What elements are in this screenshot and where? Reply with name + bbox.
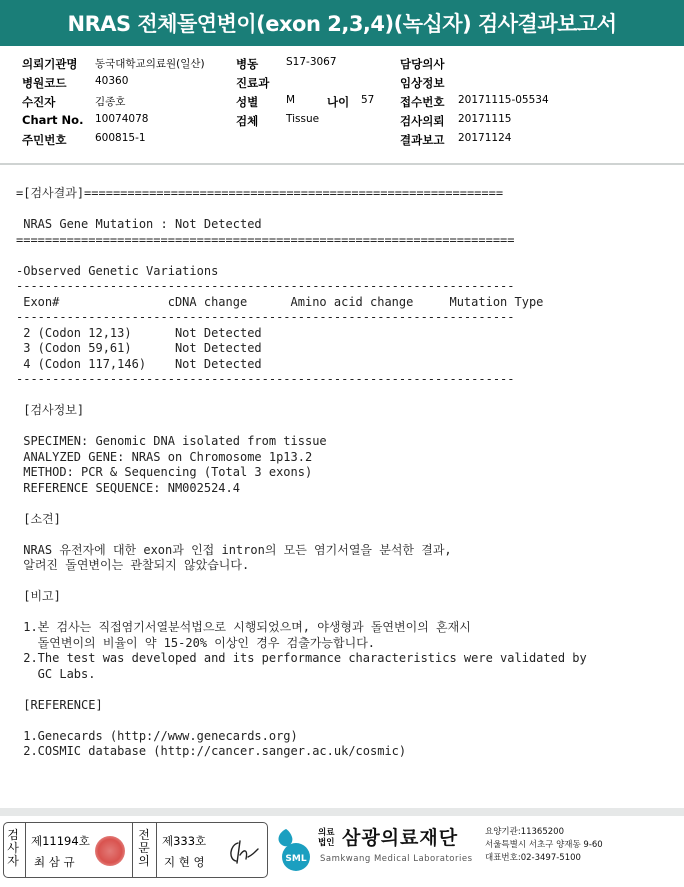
info-line: SPECIMEN: Genomic DNA isolated from tissue	[16, 434, 327, 448]
remark-line: 2.The test was developed and its performance characteristics were validated by	[16, 651, 587, 665]
org-english-name: Samkwang Medical Laboratories	[320, 854, 473, 864]
remark-line: 돌연변이의 비율이 약 15-20% 이상인 경우 검출가능합니다.	[16, 635, 376, 650]
double-rule: =====================================================================	[16, 232, 515, 247]
signature-box	[3, 822, 268, 878]
info-row	[0, 132, 684, 148]
info-value: M	[286, 94, 296, 106]
rule: ---------------------------------------------------------------------	[16, 279, 515, 293]
info-row	[0, 113, 684, 129]
info-label: 접수번호	[400, 95, 445, 109]
info-value: S17-3067	[286, 56, 337, 68]
examiner-name: 최 삼 규	[34, 855, 75, 869]
org-prefix: 의료 법인	[318, 828, 335, 848]
info-label: 병원코드	[22, 76, 67, 90]
info-row	[0, 56, 684, 72]
remark-line: GC Labs.	[16, 666, 96, 681]
rule: ---------------------------------------------------------------------	[16, 310, 515, 324]
footer	[0, 819, 684, 887]
info-label: 의뢰기관명	[22, 57, 78, 71]
sml-logo-icon	[272, 825, 316, 873]
examiner-license: 제11194호	[31, 834, 90, 848]
info-label: 주민번호	[22, 133, 67, 147]
info-line: REFERENCE SEQUENCE: NM002524.4	[16, 480, 240, 495]
info-line: METHOD: PCR & Sequencing (Total 3 exons)	[16, 465, 313, 479]
info-label: 결과보고	[400, 133, 445, 147]
variation-row: 3 (Codon 59,61) Not Detected	[16, 341, 262, 355]
info-value: 20171115	[458, 113, 512, 125]
info-label: 병동	[236, 57, 259, 71]
info-row	[0, 94, 684, 110]
reference-section-title: [REFERENCE]	[16, 697, 103, 712]
info-label: 진료과	[236, 76, 270, 90]
examiner-seal-icon	[95, 836, 125, 866]
info-value: 40360	[95, 75, 129, 87]
info-value: 600815-1	[95, 132, 146, 144]
info-label: Chart No.	[22, 113, 84, 127]
info-row	[0, 75, 684, 91]
mutation-result: NRAS Gene Mutation : Not Detected	[16, 217, 262, 231]
footer-divider	[0, 808, 684, 816]
result-section-header: =[검사결과]==========================================================	[16, 186, 504, 200]
remark-line: 1.본 검사는 직접염기서열분석법으로 시행되었으며, 야생형과 돌연변이의 혼재시	[16, 620, 471, 634]
info-value: 20171124	[458, 132, 512, 144]
info-label: 검사의뢰	[400, 114, 445, 128]
rule: ---------------------------------------------------------------------	[16, 372, 515, 386]
info-value: 김종호	[95, 96, 126, 108]
info-value: 동국대학교의료원(일산)	[95, 58, 205, 70]
specialist-license: 제333호	[162, 834, 207, 848]
info-label: 수진자	[22, 95, 56, 109]
age-label: 나이	[327, 95, 350, 109]
info-section-title: [검사정보]	[16, 403, 85, 417]
info-label: 임상정보	[400, 76, 445, 90]
info-label: 성별	[236, 95, 259, 109]
reference-line: 1.Genecards (http://www.genecards.org)	[16, 728, 298, 743]
remark-section-title: [비고]	[16, 589, 61, 603]
info-label: 검체	[236, 114, 259, 128]
info-label: 담당의사	[400, 57, 445, 71]
org-name: 삼광의료재단	[342, 827, 459, 849]
info-value: 10074078	[95, 113, 149, 125]
info-value: Tissue	[286, 113, 320, 125]
report-body	[16, 186, 676, 760]
info-value: 20171115-05534	[458, 94, 549, 106]
variation-row: 2 (Codon 12,13) Not Detected	[16, 325, 262, 340]
specialist-label: 전 문 의	[138, 828, 150, 868]
report-title: NRAS 전체돌연변이(exon 2,3,4)(녹십자) 검사결과보고서	[0, 0, 684, 46]
variations-title: -Observed Genetic Variations	[16, 263, 219, 278]
info-line: ANALYZED GENE: NRAS on Chromosome 1p13.2	[16, 449, 313, 464]
header-divider	[0, 163, 684, 165]
specialist-name: 지 현 영	[164, 855, 205, 869]
variation-row: 4 (Codon 117,146) Not Detected	[16, 356, 262, 371]
reference-line: 2.COSMIC database (http://cancer.sanger.ac.uk/cosmic)	[16, 744, 407, 758]
opinion-line: 알려진 돌연변이는 관찰되지 않았습니다.	[16, 558, 250, 572]
examiner-label: 검 사 자	[7, 828, 19, 868]
variation-table-header: Exon# cDNA change Amino acid change Mutation Type	[16, 294, 544, 309]
opinion-line: NRAS 유전자에 대한 exon과 인접 intron의 모든 염기서열을 분석한 결과,	[16, 542, 452, 557]
signature-icon	[224, 837, 262, 867]
age-value: 57	[361, 94, 375, 106]
patient-info	[0, 52, 684, 162]
org-contact: 요양기관:11365200 서울특별시 서초구 양재동 9-60 대표번호:02-3497-5100	[485, 827, 603, 863]
svg-text:SML: SML	[285, 854, 307, 864]
opinion-section-title: [소견]	[16, 511, 61, 526]
